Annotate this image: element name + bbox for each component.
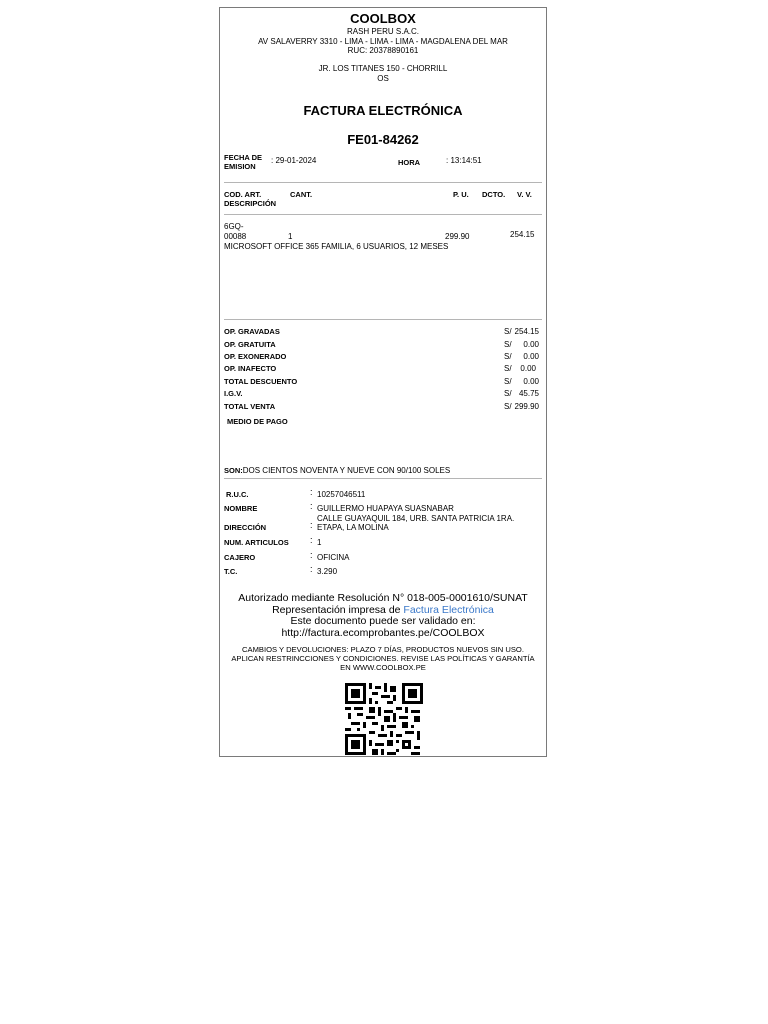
item-value: 254.15 xyxy=(510,230,535,239)
invoice-receipt xyxy=(219,7,547,757)
footer-validation-url: http://factura.ecomprobantes.pe/COOLBOX xyxy=(281,627,485,639)
total-value: 254.15 xyxy=(514,327,539,336)
total-row-inafecto xyxy=(224,364,542,376)
total-value: 0.00 xyxy=(523,377,539,386)
colon: : xyxy=(310,550,313,560)
item-qty: 1 xyxy=(288,232,293,241)
factura-electronica-link[interactable]: Factura Electrónica xyxy=(403,604,494,616)
total-currency: S/ xyxy=(504,389,512,398)
document-number: FE01-84262 xyxy=(347,132,419,147)
total-label: OP. GRATUITA xyxy=(224,340,276,349)
total-currency: S/ xyxy=(504,402,512,411)
medio-pago-label: MEDIO DE PAGO xyxy=(227,417,288,426)
client-direccion-label: DIRECCIÓN xyxy=(224,523,267,532)
total-value: 0.00 xyxy=(523,352,539,361)
fecha-value: : 29-01-2024 xyxy=(271,156,317,165)
son-label: SON: xyxy=(224,466,243,475)
hora-label: HORA xyxy=(398,158,421,167)
client-nombre-value: GUILLERMO HUAPAYA SUASNABAR xyxy=(317,504,454,513)
client-ruc-value: 10257046511 xyxy=(317,490,366,499)
colon: : xyxy=(310,564,313,574)
footer-representation-prefix: Representación impresa de xyxy=(272,604,404,616)
company-legal-name: RASH PERU S.A.C. xyxy=(346,27,419,36)
policy-line1: CAMBIOS Y DEVOLUCIONES: PLAZO 7 DÍAS, PRODUCTOS NUEVOS SIN USO. xyxy=(242,645,524,654)
total-currency: S/ xyxy=(504,327,512,336)
col-cant: CANT. xyxy=(290,190,313,199)
company-ruc: RUC: 20378890161 xyxy=(347,46,419,55)
company-brand: COOLBOX xyxy=(350,11,416,26)
total-label: OP. INAFECTO xyxy=(224,364,277,373)
total-currency: S/ xyxy=(504,352,512,361)
fecha-label-line1: FECHA DE xyxy=(224,153,263,162)
amount-in-words xyxy=(224,460,450,478)
col-vv: V. V. xyxy=(517,190,532,199)
divider xyxy=(224,182,542,183)
footer-authorization: Autorizado mediante Resolución N° 018-005-0001610/SUNAT xyxy=(238,592,528,604)
total-value: 299.90 xyxy=(514,402,539,411)
qr-code-icon xyxy=(345,683,423,755)
col-pu: P. U. xyxy=(453,190,469,199)
total-value: 45.75 xyxy=(518,389,539,398)
total-row-exonerado xyxy=(224,352,542,364)
item-unit-price: 299.90 xyxy=(445,232,470,241)
col-descripcion: DESCRIPCIÓN xyxy=(224,199,277,208)
policy-line3: EN WWW.COOLBOX.PE xyxy=(340,663,426,672)
fecha-label-line2: EMISION xyxy=(224,162,256,171)
hora-value: : 13:14:51 xyxy=(446,156,482,165)
store-address-line2: OS xyxy=(377,74,389,83)
cajero-label: CAJERO xyxy=(224,553,256,562)
store-address-line1: JR. LOS TITANES 150 - CHORRILL xyxy=(318,64,448,73)
tc-value: 3.290 xyxy=(317,567,338,576)
cajero-value: OFICINA xyxy=(317,553,350,562)
colon: : xyxy=(310,535,313,545)
policy-line2: APLICAN RESTRINCCIONES Y CONDICIONES. REVISE LAS POLÍTICAS Y GARANTÍA xyxy=(231,654,535,663)
total-value: 0.00 xyxy=(523,340,539,349)
divider xyxy=(224,214,542,215)
client-nombre-label: NOMBRE xyxy=(224,504,258,513)
item-code-line2: 00088 xyxy=(224,232,247,241)
total-row-gratuita xyxy=(224,340,542,352)
total-currency: S/ xyxy=(504,377,512,386)
son-value: DOS CIENTOS NOVENTA Y NUEVE CON 90/100 SOLES xyxy=(242,466,451,475)
client-direccion-line1: CALLE GUAYAQUIL 184, URB. SANTA PATRICIA 1RA. xyxy=(317,514,515,523)
col-cod-art: COD. ART. xyxy=(224,190,262,199)
company-address: AV SALAVERRY 3310 - LIMA - LIMA - LIMA - MAGDALENA DEL MAR xyxy=(258,37,508,46)
total-label: I.G.V. xyxy=(224,389,243,398)
total-label: OP. EXONERADO xyxy=(224,352,287,361)
total-row-igv xyxy=(224,389,542,401)
total-label: OP. GRAVADAS xyxy=(224,327,280,336)
colon: : xyxy=(310,501,313,511)
client-direccion-line2: ETAPA, LA MOLINA xyxy=(317,523,389,532)
divider xyxy=(224,319,542,320)
total-currency: S/ xyxy=(504,364,512,373)
tc-label: T.C. xyxy=(224,567,238,576)
colon: : xyxy=(310,487,313,497)
footer-validation-note: Este documento puede ser validado en: xyxy=(290,615,476,627)
total-label: TOTAL VENTA xyxy=(224,402,276,411)
item-description: MICROSOFT OFFICE 365 FAMILIA, 6 USUARIOS, 12 MESES xyxy=(224,242,449,251)
total-row-descuento xyxy=(224,377,542,389)
total-label: TOTAL DESCUENTO xyxy=(224,377,298,386)
total-value: 0.00 xyxy=(520,364,536,373)
num-articulos-value: 1 xyxy=(317,538,322,547)
document-type: FACTURA ELECTRÓNICA xyxy=(303,103,463,118)
item-code-line1: 6GQ- xyxy=(224,222,244,231)
divider xyxy=(224,478,542,479)
col-dcto: DCTO. xyxy=(482,190,506,199)
colon: : xyxy=(310,520,313,530)
total-row-venta xyxy=(224,402,542,414)
total-currency: S/ xyxy=(504,340,512,349)
total-row-gravadas xyxy=(224,327,542,339)
client-ruc-label: R.U.C. xyxy=(226,490,249,499)
num-articulos-label: NUM. ARTICULOS xyxy=(224,538,289,547)
